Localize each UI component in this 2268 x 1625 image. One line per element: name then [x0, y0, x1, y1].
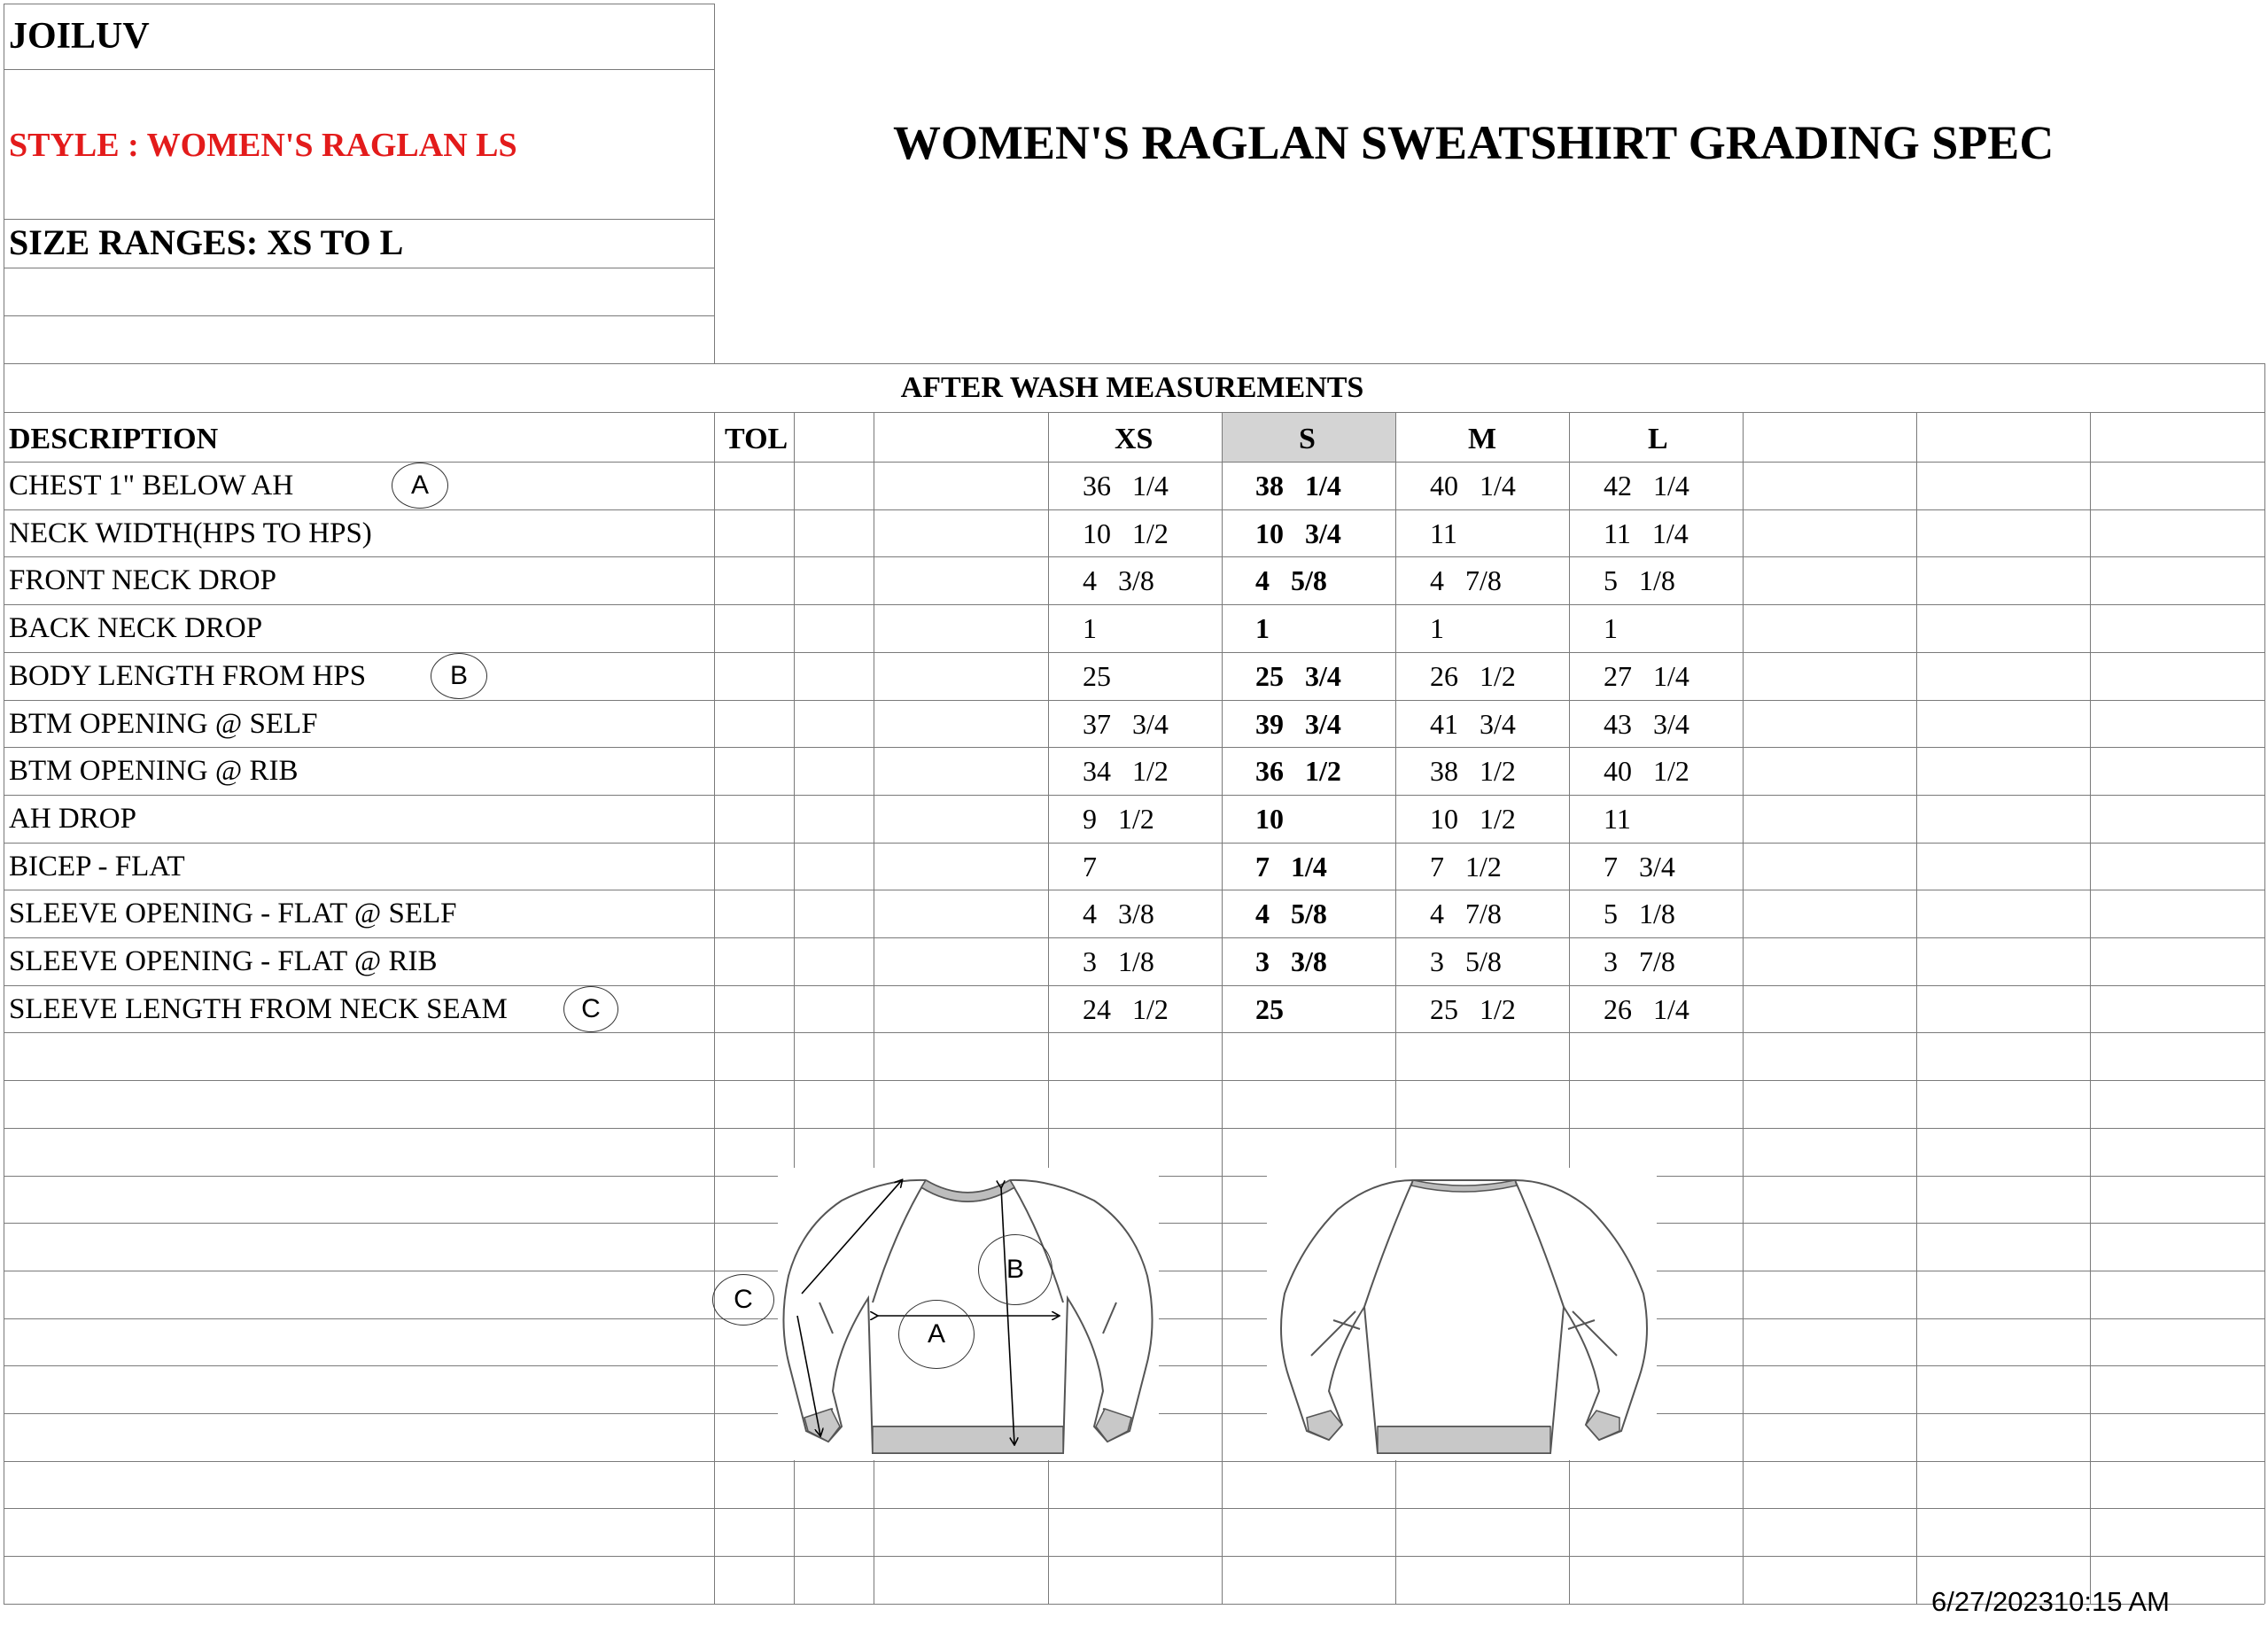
row-description: BICEP - FLAT	[9, 850, 185, 882]
cell-l: 43 3/4	[1604, 707, 1689, 740]
grid-line-h	[4, 937, 2264, 938]
row-description: CHEST 1" BELOW AH	[9, 470, 294, 501]
cell-xs: 36 1/4	[1083, 470, 1169, 501]
cell-xs: 10 1/2	[1083, 517, 1169, 549]
cell-s: 4 5/8	[1255, 564, 1327, 597]
grid-line-h	[4, 412, 2264, 413]
cell-m: 4 7/8	[1430, 898, 1502, 930]
grid-line-v	[714, 4, 715, 363]
grid-line-h	[4, 69, 714, 70]
row-description: BTM OPENING @ SELF	[9, 707, 318, 740]
row-description: SLEEVE OPENING - FLAT @ RIB	[9, 945, 438, 977]
grid-line-h	[4, 363, 2264, 364]
cell-m: 26 1/2	[1430, 659, 1516, 692]
row-description: BACK NECK DROP	[9, 612, 263, 645]
grid-line-h	[4, 604, 2264, 605]
row-description: SLEEVE LENGTH FROM NECK SEAM	[9, 992, 508, 1025]
cell-s: 4 5/8	[1255, 898, 1327, 930]
grid-line-h	[4, 1556, 2264, 1557]
grid-line-h	[4, 509, 2264, 510]
back-sweatshirt-sketch	[1267, 1161, 1657, 1462]
column-header-m: M	[1468, 423, 1497, 455]
column-header-xs: XS	[1115, 423, 1153, 455]
grid-line-h	[4, 1128, 2264, 1129]
grid-line-h	[4, 1080, 2264, 1081]
row-description: AH DROP	[9, 802, 136, 835]
grid-line-h	[4, 462, 2264, 463]
cell-m: 41 3/4	[1430, 707, 1516, 740]
grid-line-v	[2264, 363, 2265, 1604]
cell-m: 7 1/2	[1430, 850, 1502, 882]
cell-xs: 24 1/2	[1083, 992, 1169, 1025]
cell-l: 5 1/8	[1604, 898, 1675, 930]
cell-m: 40 1/4	[1430, 470, 1516, 501]
grid-line-h	[4, 315, 714, 316]
grid-line-h	[4, 843, 2264, 844]
grid-line-h	[4, 1508, 2264, 1509]
measure-point-badge: C	[563, 986, 618, 1032]
cell-s: 36 1/2	[1255, 755, 1341, 788]
point-c-badge: C	[712, 1274, 774, 1326]
cell-l: 27 1/4	[1604, 659, 1689, 692]
cell-l: 26 1/4	[1604, 992, 1689, 1025]
point-b-badge: B	[978, 1234, 1052, 1305]
grid-line-v	[2090, 412, 2091, 1604]
measure-point-badge: B	[431, 653, 487, 699]
cell-xs: 34 1/2	[1083, 755, 1169, 788]
cell-xs: 9 1/2	[1083, 802, 1154, 835]
cell-m: 3 5/8	[1430, 945, 1502, 977]
cell-xs: 3 1/8	[1083, 945, 1154, 977]
cell-l: 1	[1604, 612, 1618, 645]
cell-xs: 25	[1083, 659, 1111, 692]
grid-line-h	[4, 985, 2264, 986]
cell-xs: 7	[1083, 850, 1097, 882]
section-title: AFTER WASH MEASUREMENTS	[900, 371, 1364, 404]
grid-line-v	[1222, 412, 1223, 1604]
column-header-description: DESCRIPTION	[9, 423, 219, 455]
print-timestamp: 6/27/202310:15 AM	[1931, 1586, 2170, 1617]
row-description: NECK WIDTH(HPS TO HPS)	[9, 517, 372, 549]
cell-l: 7 3/4	[1604, 850, 1675, 882]
style-name: STYLE : WOMEN'S RAGLAN LS	[9, 127, 517, 164]
cell-s: 25	[1255, 992, 1284, 1025]
page-title: WOMEN'S RAGLAN SWEATSHIRT GRADING SPEC	[893, 116, 2054, 169]
cell-xs: 4 3/8	[1083, 564, 1154, 597]
cell-s: 1	[1255, 612, 1270, 645]
size-range: SIZE RANGES: XS TO L	[9, 222, 404, 262]
cell-s: 38 1/4	[1255, 470, 1341, 501]
cell-m: 25 1/2	[1430, 992, 1516, 1025]
brand-name: JOILUV	[9, 16, 150, 57]
grid-line-h	[4, 219, 714, 220]
grid-line-h	[4, 1604, 2264, 1605]
cell-s: 10	[1255, 802, 1284, 835]
cell-l: 5 1/8	[1604, 564, 1675, 597]
cell-m: 4 7/8	[1430, 564, 1502, 597]
cell-l: 42 1/4	[1604, 470, 1689, 501]
cell-s: 39 3/4	[1255, 707, 1341, 740]
measure-point-badge: A	[392, 463, 448, 509]
cell-m: 10 1/2	[1430, 802, 1516, 835]
cell-s: 7 1/4	[1255, 850, 1327, 882]
grid-line-h	[4, 747, 2264, 748]
cell-l: 3 7/8	[1604, 945, 1675, 977]
cell-s: 3 3/8	[1255, 945, 1327, 977]
row-description: FRONT NECK DROP	[9, 564, 276, 597]
cell-s: 25 3/4	[1255, 659, 1341, 692]
grid-line-v	[1743, 412, 1744, 1604]
cell-m: 11	[1430, 517, 1457, 549]
cell-xs: 1	[1083, 612, 1097, 645]
cell-l: 11	[1604, 802, 1631, 835]
point-a-badge: A	[898, 1300, 975, 1369]
row-description: BODY LENGTH FROM HPS	[9, 659, 367, 692]
cell-m: 1	[1430, 612, 1444, 645]
cell-xs: 37 3/4	[1083, 707, 1169, 740]
column-header-s: S	[1299, 423, 1316, 455]
grid-line-h	[4, 556, 2264, 557]
cell-l: 11 1/4	[1604, 517, 1689, 549]
grid-line-h	[4, 795, 2264, 796]
column-header-tol: TOL	[725, 423, 788, 455]
cell-m: 38 1/2	[1430, 755, 1516, 788]
grid-line-h	[4, 700, 2264, 701]
row-description: SLEEVE OPENING - FLAT @ SELF	[9, 898, 457, 930]
grid-line-h	[4, 652, 2264, 653]
cell-l: 40 1/2	[1604, 755, 1689, 788]
row-description: BTM OPENING @ RIB	[9, 755, 299, 788]
cell-xs: 4 3/8	[1083, 898, 1154, 930]
grid-line-h	[4, 1032, 2264, 1033]
cell-s: 10 3/4	[1255, 517, 1341, 549]
grid-line-v	[1916, 412, 1917, 1604]
column-header-l: L	[1648, 423, 1668, 455]
